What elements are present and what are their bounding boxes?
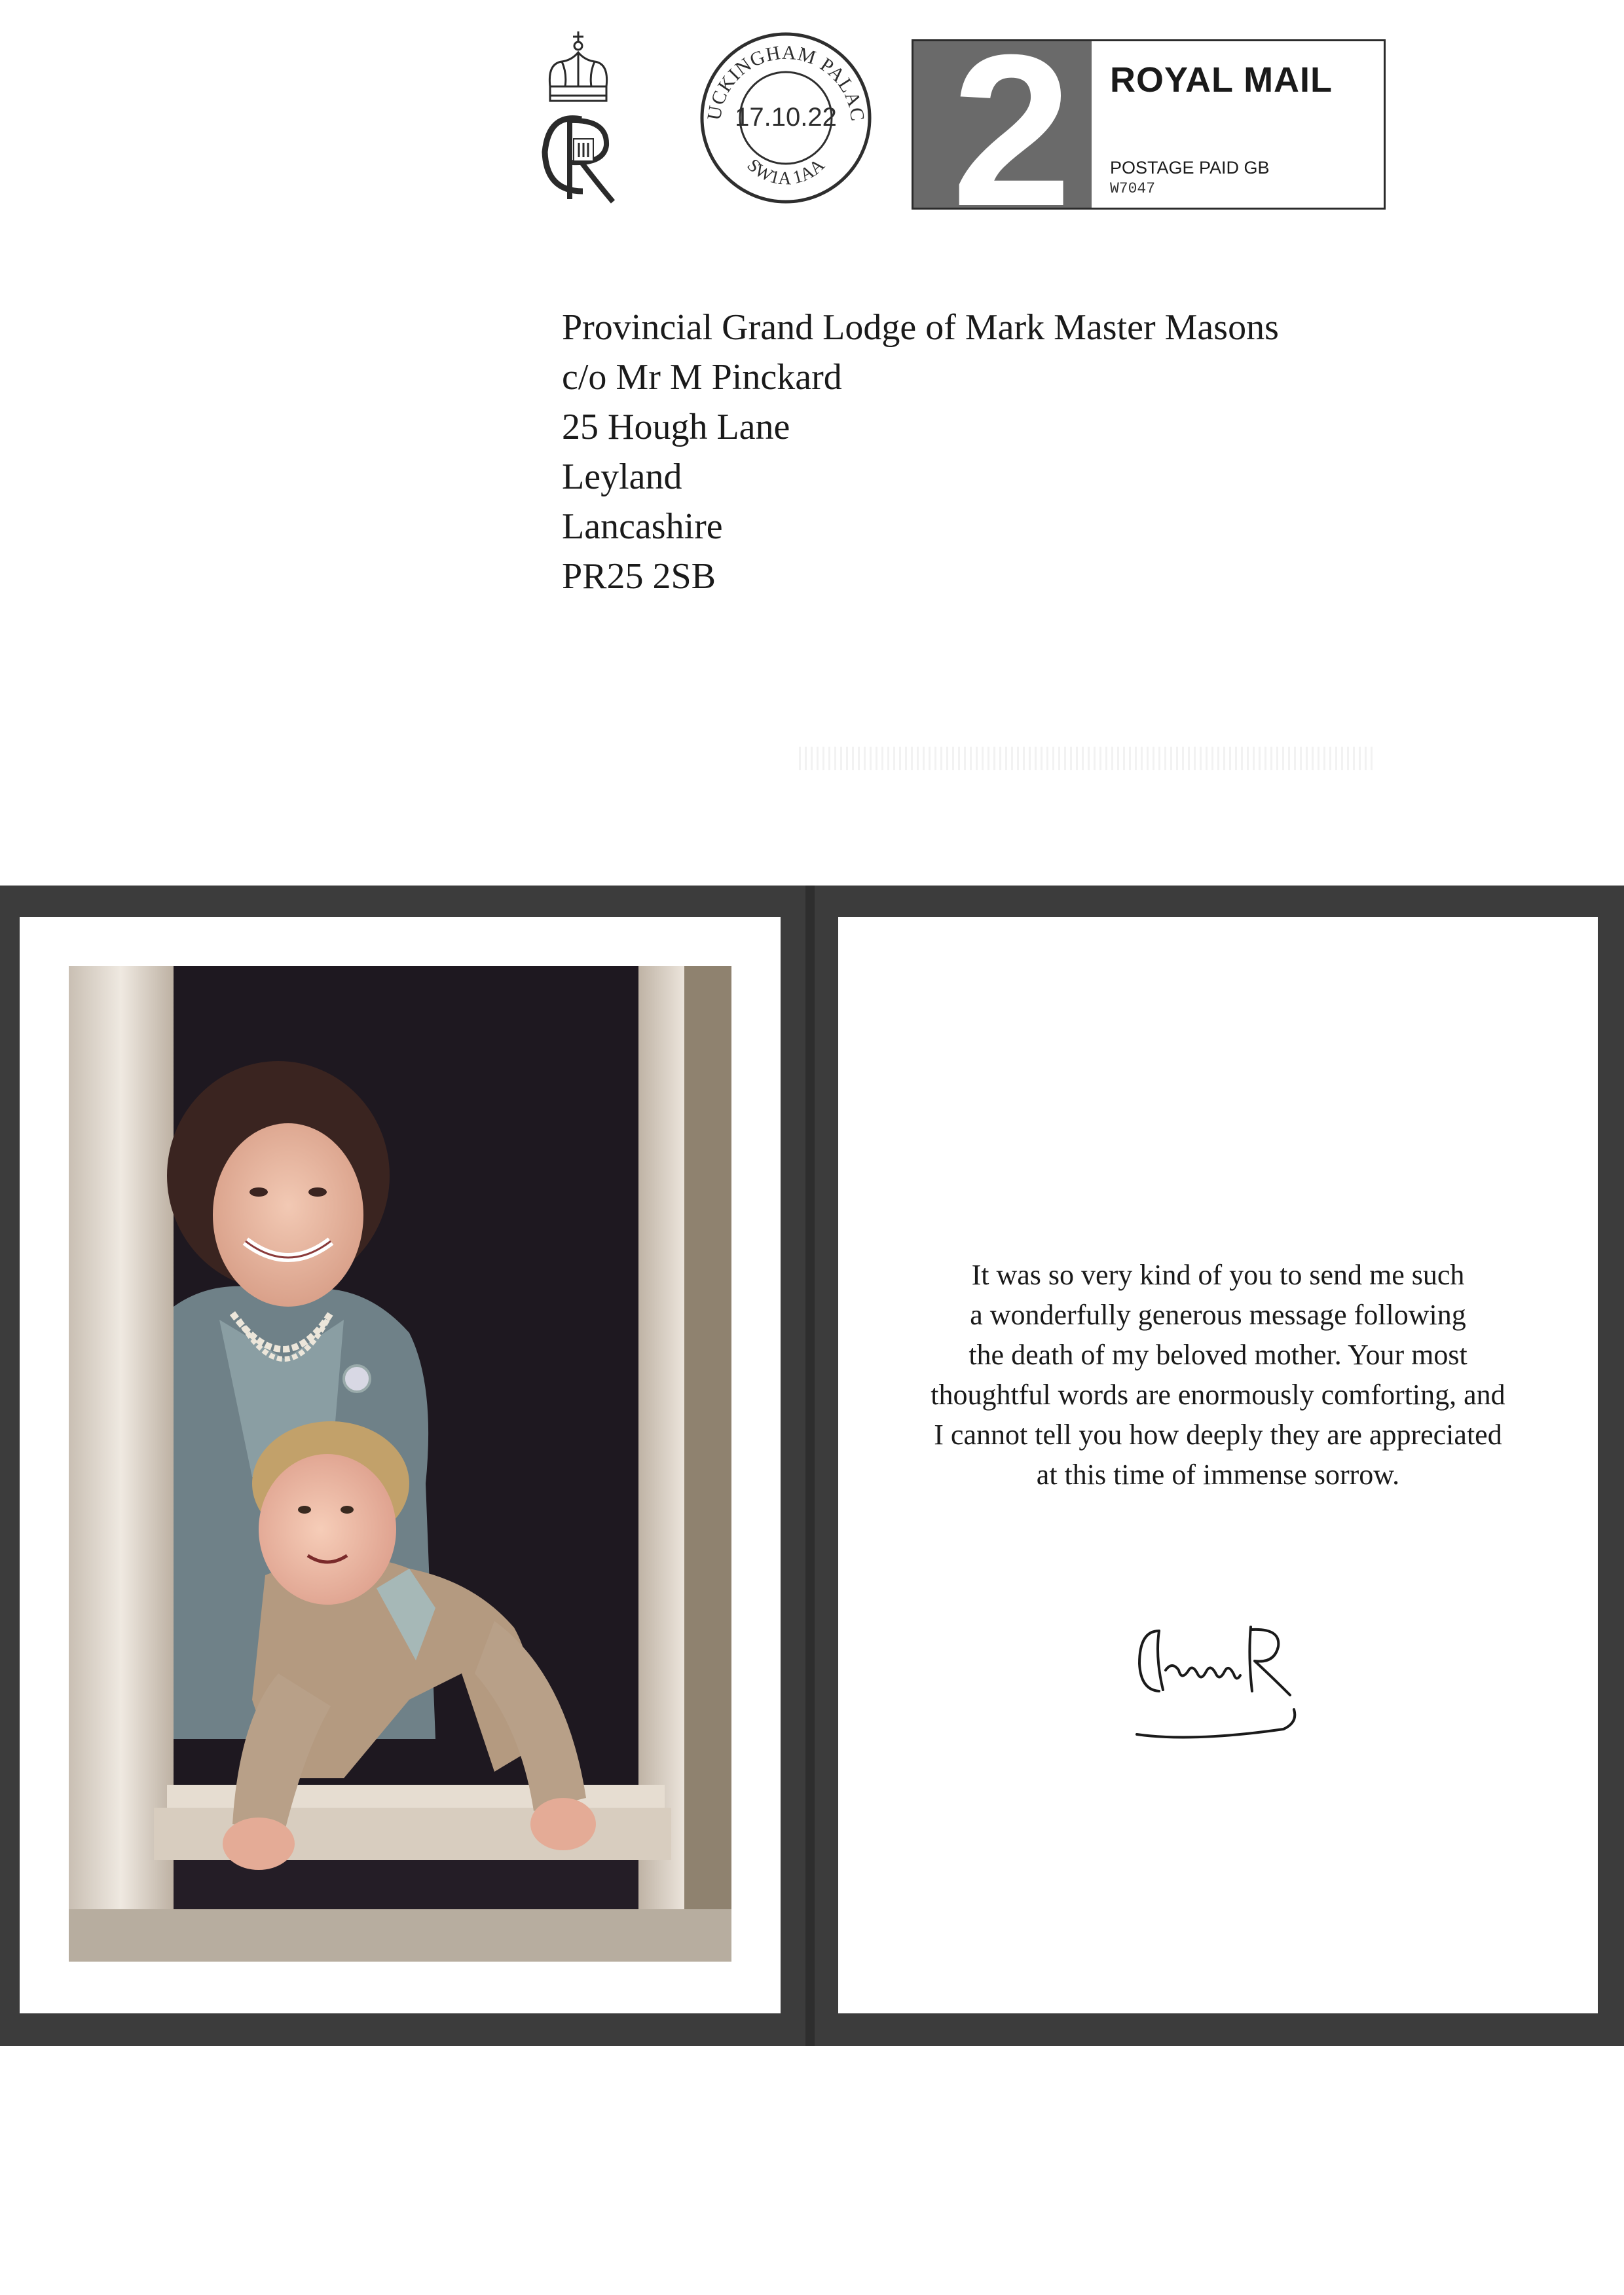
class-number-icon <box>913 41 1092 212</box>
message-line: It was so very kind of you to send me such <box>971 1259 1465 1291</box>
card-photo <box>69 966 731 1962</box>
message-line: I cannot tell you how deeply they are appreciated <box>934 1419 1502 1451</box>
royal-mail-title: ROYAL MAIL <box>1110 60 1333 100</box>
address-line: c/o Mr M Pinckard <box>562 357 842 398</box>
postmark-arc-text: UCKINGHAM PALAC <box>703 41 869 123</box>
message-line: thoughtful words are enormously comforting, and <box>931 1379 1505 1411</box>
signature-icon <box>1133 1618 1303 1749</box>
message-line: at this time of immense sorrow. <box>1036 1459 1400 1491</box>
postmark <box>694 26 877 210</box>
postage-paid-text: POSTAGE PAID GB <box>1110 158 1270 177</box>
address-line: PR25 2SB <box>562 556 716 597</box>
postmark-icon <box>694 26 877 210</box>
photo-woman-and-child-icon <box>69 966 731 1962</box>
card-message <box>851 1255 1585 1495</box>
message-line: the death of my beloved mother. Your most <box>969 1339 1467 1371</box>
address-line: 25 Hough Lane <box>562 407 790 447</box>
show-through-artifact <box>799 747 1375 770</box>
recipient-address <box>562 303 1279 601</box>
licence-code: W7047 <box>1110 180 1156 197</box>
message-line: a wonderfully generous message following <box>970 1299 1466 1331</box>
royal-cypher-icon <box>536 28 621 211</box>
address-line: Lancashire <box>562 506 723 547</box>
svg-text:SW1A 1AA <box>743 155 829 189</box>
address-line: Provincial Grand Lodge of Mark Master Masons <box>562 307 1279 348</box>
postage-indicia <box>912 39 1386 210</box>
postmark-postcode: SW1A 1AA <box>743 155 829 189</box>
address-line: Leyland <box>562 457 682 497</box>
card-spine <box>805 886 815 2046</box>
postage-class-block <box>913 41 1092 212</box>
postmark-date: 17.10.22 <box>735 103 837 132</box>
postage-class-number: 2 <box>951 41 1072 212</box>
